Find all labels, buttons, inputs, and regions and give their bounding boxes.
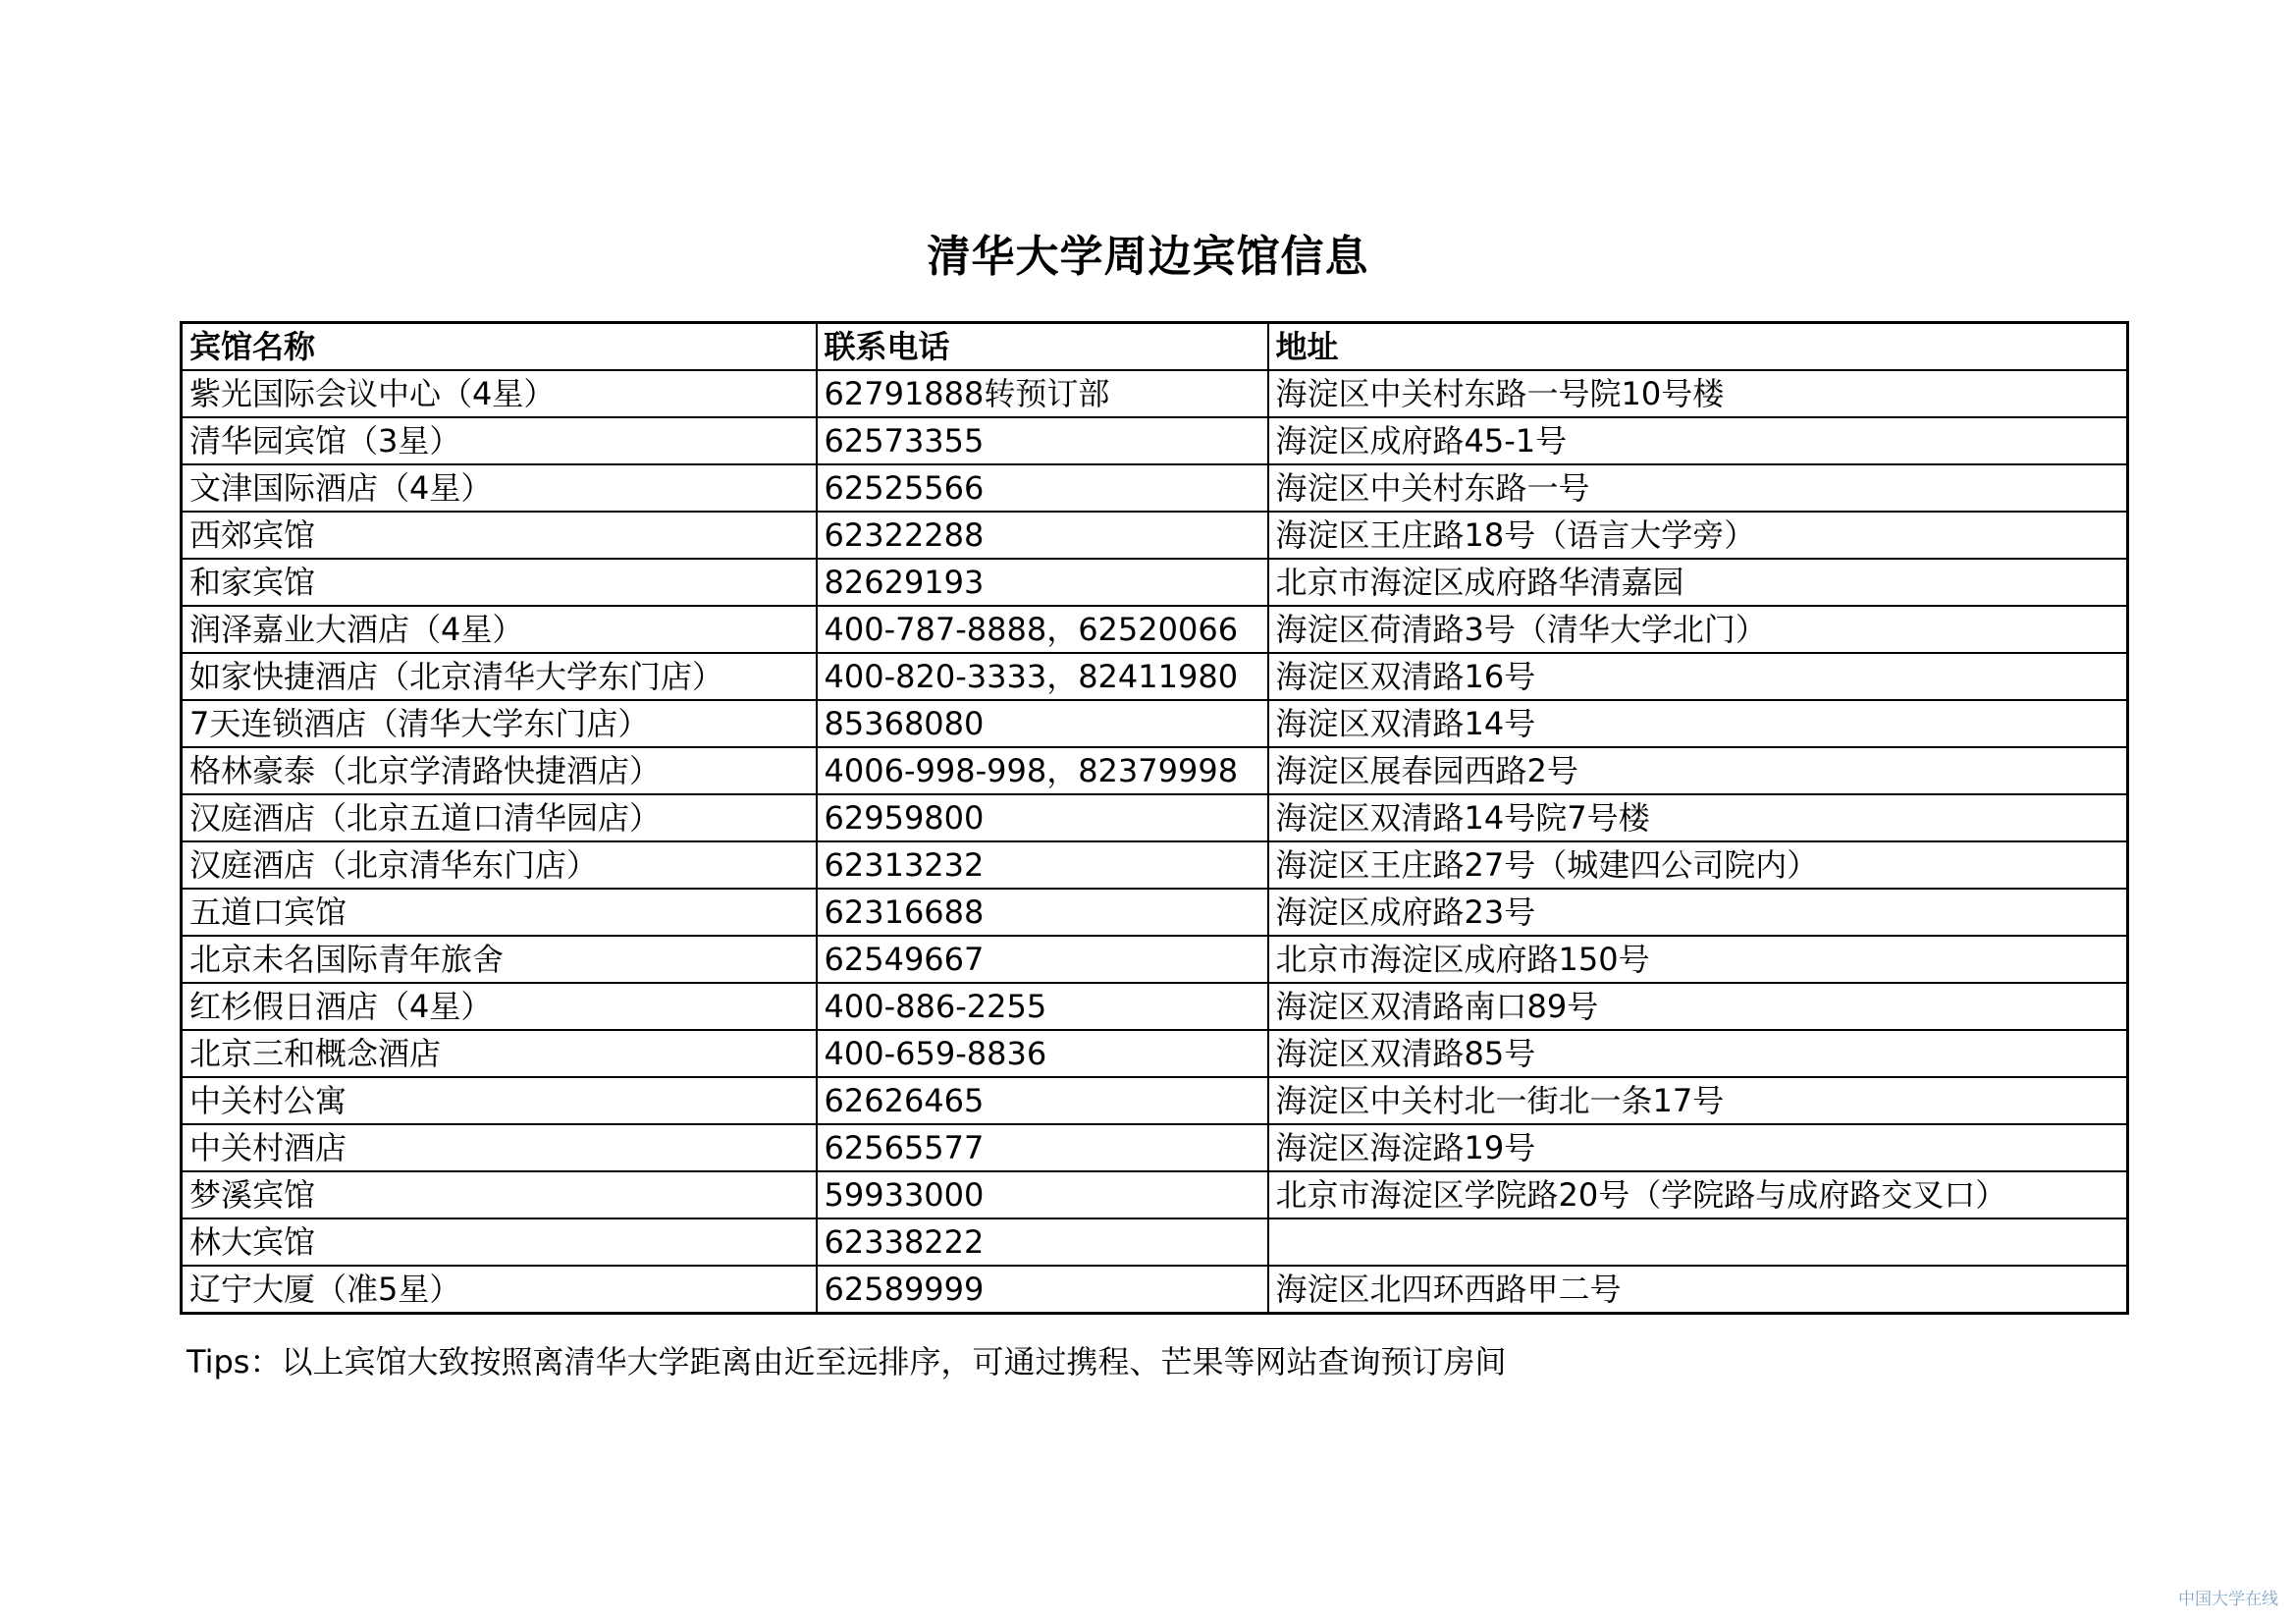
- hotel-name-cell: 北京三和概念酒店: [182, 1030, 817, 1077]
- table-row: [182, 1218, 2128, 1266]
- hotel-name-cell: 汉庭酒店（北京清华东门店）: [182, 841, 817, 889]
- address-cell: 海淀区王庄路27号（城建四公司院内）: [1268, 841, 2128, 889]
- phone-cell: 400-659-8836: [817, 1030, 1268, 1077]
- table-header-row: [182, 323, 2128, 371]
- tips-note: Tips：以上宾馆大致按照离清华大学距离由近至远排序，可通过携程、芒果等网站查询预订房间: [187, 1343, 1507, 1380]
- table-row: [182, 464, 2128, 512]
- address-cell: 海淀区中关村北一街北一条17号: [1268, 1077, 2128, 1124]
- hotel-name-cell: 五道口宾馆: [182, 889, 817, 936]
- phone-cell: 62549667: [817, 936, 1268, 983]
- hotel-name-cell: 如家快捷酒店（北京清华大学东门店）: [182, 653, 817, 700]
- table-row: [182, 841, 2128, 889]
- phone-cell: 62316688: [817, 889, 1268, 936]
- phone-cell: 62322288: [817, 512, 1268, 559]
- phone-cell: 82629193: [817, 559, 1268, 606]
- hotel-name-cell: 中关村酒店: [182, 1124, 817, 1171]
- table-row: [182, 417, 2128, 464]
- table-row: [182, 1171, 2128, 1218]
- table-row: [182, 1266, 2128, 1314]
- address-cell: 海淀区成府路45-1号: [1268, 417, 2128, 464]
- hotel-name-cell: 格林豪泰（北京学清路快捷酒店）: [182, 747, 817, 794]
- hotel-name-cell: 汉庭酒店（北京五道口清华园店）: [182, 794, 817, 841]
- hotel-name-cell: 润泽嘉业大酒店（4星）: [182, 606, 817, 653]
- hotel-name-cell: 辽宁大厦（准5星）: [182, 1266, 817, 1314]
- address-cell: 海淀区双清路南口89号: [1268, 983, 2128, 1030]
- hotel-name-cell: 北京未名国际青年旅舍: [182, 936, 817, 983]
- address-cell: 北京市海淀区学院路20号（学院路与成府路交叉口）: [1268, 1171, 2128, 1218]
- hotel-name-cell: 林大宾馆: [182, 1218, 817, 1266]
- hotel-table: [180, 321, 2129, 1315]
- hotel-name-cell: 7天连锁酒店（清华大学东门店）: [182, 700, 817, 747]
- table-row: [182, 747, 2128, 794]
- hotel-name-cell: 西郊宾馆: [182, 512, 817, 559]
- address-cell: 海淀区王庄路18号（语言大学旁）: [1268, 512, 2128, 559]
- table-row: [182, 889, 2128, 936]
- hotel-name-cell: 文津国际酒店（4星）: [182, 464, 817, 512]
- phone-cell: 62589999: [817, 1266, 1268, 1314]
- phone-cell: 62959800: [817, 794, 1268, 841]
- page-title: 清华大学周边宾馆信息: [927, 232, 1369, 282]
- address-cell: 海淀区中关村东路一号: [1268, 464, 2128, 512]
- hotel-name-cell: 清华园宾馆（3星）: [182, 417, 817, 464]
- hotel-name-cell: 中关村公寓: [182, 1077, 817, 1124]
- table-row: [182, 983, 2128, 1030]
- hotel-name-cell: 红杉假日酒店（4星）: [182, 983, 817, 1030]
- phone-cell: 4006-998-998，82379998: [817, 747, 1268, 794]
- address-cell: 海淀区中关村东路一号院10号楼: [1268, 370, 2128, 417]
- phone-cell: 62338222: [817, 1218, 1268, 1266]
- table-row: [182, 512, 2128, 559]
- table-row: [182, 1030, 2128, 1077]
- phone-cell: 62565577: [817, 1124, 1268, 1171]
- address-cell: 海淀区双清路85号: [1268, 1030, 2128, 1077]
- phone-cell: 62791888转预订部: [817, 370, 1268, 417]
- table-row: [182, 936, 2128, 983]
- phone-cell: 62525566: [817, 464, 1268, 512]
- table-row: [182, 653, 2128, 700]
- address-cell: 海淀区双清路14号: [1268, 700, 2128, 747]
- header-hotel-name: 宾馆名称: [182, 323, 817, 371]
- address-cell: 海淀区海淀路19号: [1268, 1124, 2128, 1171]
- address-cell: 海淀区双清路16号: [1268, 653, 2128, 700]
- address-cell: 海淀区展春园西路2号: [1268, 747, 2128, 794]
- phone-cell: 59933000: [817, 1171, 1268, 1218]
- hotel-name-cell: 和家宾馆: [182, 559, 817, 606]
- hotel-name-cell: 紫光国际会议中心（4星）: [182, 370, 817, 417]
- phone-cell: 400-820-3333，82411980: [817, 653, 1268, 700]
- address-cell: 海淀区成府路23号: [1268, 889, 2128, 936]
- phone-cell: 85368080: [817, 700, 1268, 747]
- table-row: [182, 1077, 2128, 1124]
- address-cell: [1268, 1218, 2128, 1266]
- table-row: [182, 370, 2128, 417]
- table-row: [182, 606, 2128, 653]
- table-row: [182, 1124, 2128, 1171]
- address-cell: 北京市海淀区成府路华清嘉园: [1268, 559, 2128, 606]
- phone-cell: 62573355: [817, 417, 1268, 464]
- phone-cell: 400-787-8888，62520066: [817, 606, 1268, 653]
- table-row: [182, 700, 2128, 747]
- header-phone: 联系电话: [817, 323, 1268, 371]
- hotel-name-cell: 梦溪宾馆: [182, 1171, 817, 1218]
- table-row: [182, 794, 2128, 841]
- phone-cell: 62626465: [817, 1077, 1268, 1124]
- address-cell: 海淀区荷清路3号（清华大学北门）: [1268, 606, 2128, 653]
- header-address: 地址: [1268, 323, 2128, 371]
- address-cell: 海淀区双清路14号院7号楼: [1268, 794, 2128, 841]
- phone-cell: 400-886-2255: [817, 983, 1268, 1030]
- address-cell: 北京市海淀区成府路150号: [1268, 936, 2128, 983]
- address-cell: 海淀区北四环西路甲二号: [1268, 1266, 2128, 1314]
- phone-cell: 62313232: [817, 841, 1268, 889]
- watermark: 中国大学在线: [2178, 1590, 2278, 1609]
- table-row: [182, 559, 2128, 606]
